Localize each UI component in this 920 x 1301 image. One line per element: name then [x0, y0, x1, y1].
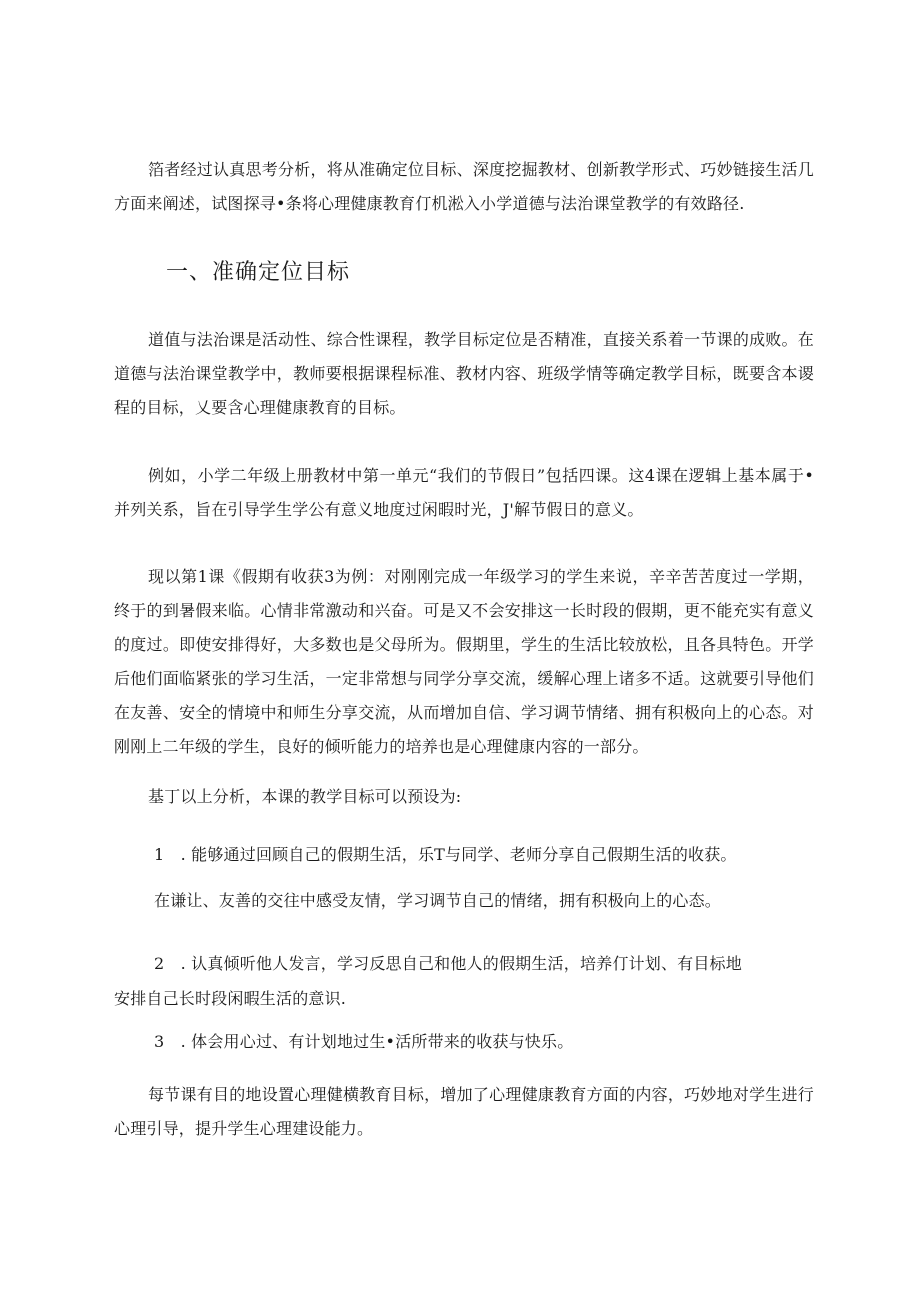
paragraph-summary: 每节课有目的地设置心理健横教育目标，增加了心理健康教育方面的内容，巧妙地对学生进行心理引导，提升学生心理建设能力。 — [114, 1085, 814, 1138]
paragraph-course-nature: 道值与法治课是活动性、综合性课程，教学目标定位是否精准，直接关系着一节课的成败。在道德与法治课堂教学中，教师要根据课程标准、教材内容、班级学情等确定教学目标，既要含本谡程的目标，乂要含心理健康教育的目标。 — [114, 330, 814, 417]
intro-paragraph: 箔者经过认真思考分析，将从准确定位目标、深度挖掘教材、创新教学形式、巧妙链接生活几方面来阐述，试图探寻•条将心理健康教育仃机淞入小学道德与法治课堂教学的有效路径. — [114, 160, 814, 213]
goal-item-2: 2 . 认真倾听他人发言，学习反思自己和他人的假期生活，培养仃计划、有目标地 — [154, 954, 742, 973]
goal-item-2-continuation: 安排自己长时段闲暇生活的意识. — [114, 989, 347, 1008]
section-heading: 一、准确定位目标 — [166, 260, 351, 285]
goal-item-1: 1 . 能够通过回顾自己的假期生活，乐T与同学、老师分享自己假期生活的收获。 — [154, 845, 737, 864]
paragraph-goals-intro: 基丁以上分析，本课的教学目标可以预设为: — [148, 787, 462, 806]
paragraph-lesson-analysis: 现以第1课《假期有收获3为例：对刚刚完成一年级学习的学生来说，辛辛苦苦度过一学期，终于的到暑假来临。心情非常激动和兴奋。可是又不会安排这一长时段的假期，更不能充实有意义的度过。即使安排得好，大多数也是父母所为。假期里，学生的生活比较放松，且各具特色。开学后他们面临紧张的学习生活，一定非常想与同学分享交流，缓解心理上诸多不适。这就要引导他们在友善、安全的情境中和师生分享交流，从而增加自信、学习调节情绪、拥有积极向上的心态。对刚刚上二年级的学生，良好的倾听能力的培养也是心理健康内容的一部分。 — [114, 567, 814, 756]
goal-item-3: 3 . 体会用心过、有计划地过生•活所带来的收获与快乐。 — [154, 1032, 574, 1051]
goal-item-1-continuation: 在谦让、友善的交往中感受友情，学习调节自己的情绪，拥有积极向上的心态。 — [154, 891, 722, 910]
paragraph-example: 例如，小学二年级上册教材中第一单元“我们的节假日”包括四课。这4课在逻辑上基本属于•并列关系，旨在引导学生学公有意义地度过闲暇时光，J'解节假日的意义。 — [114, 466, 814, 519]
